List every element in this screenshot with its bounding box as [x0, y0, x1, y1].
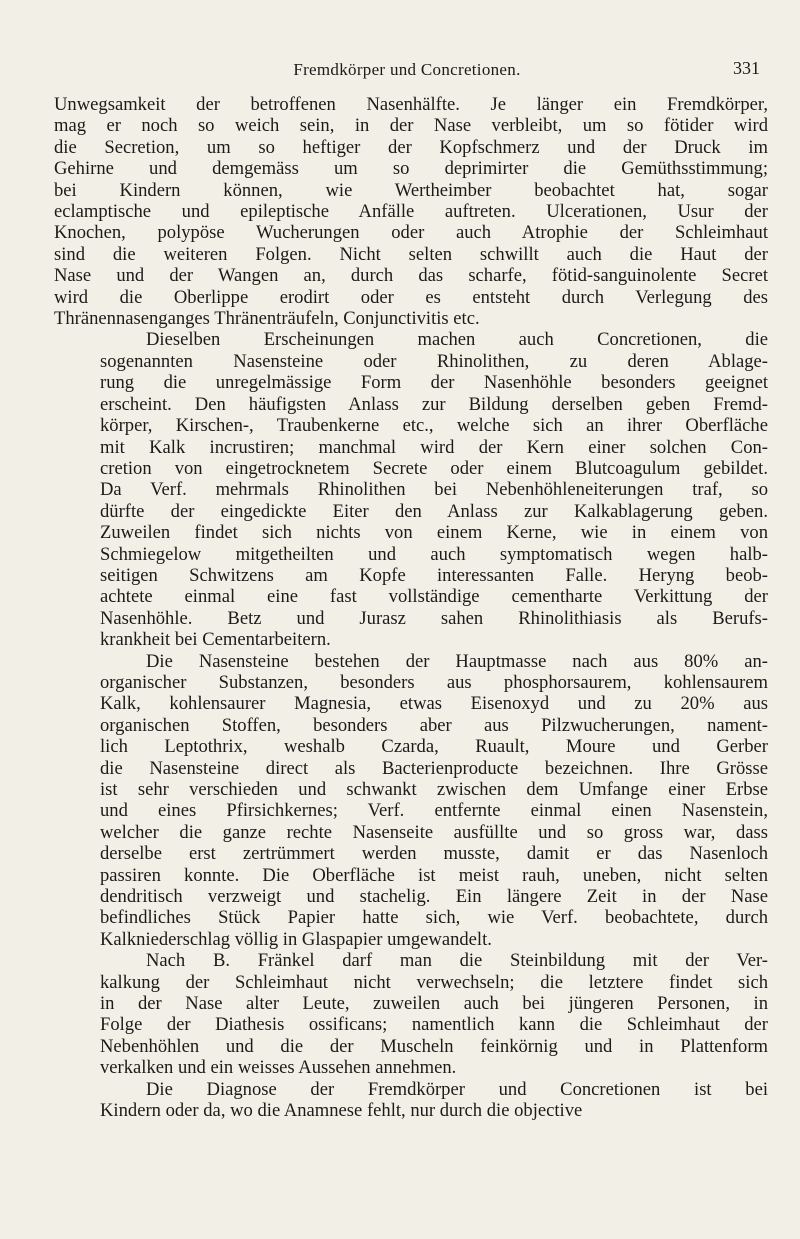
paragraph: [54, 94, 768, 329]
text-line: Nase und der Wangen an, durch das scharfe, fötid-sanguinolente Secret: [54, 265, 768, 287]
text-line: bei Kindern können, wie Wertheimber beobachtet hat, sogar: [54, 179, 768, 201]
text-line: körper, Kirschen-, Traubenkerne etc., welche sich an ihrer Oberfläche: [100, 415, 768, 437]
paragraph: [54, 329, 768, 650]
text-line: passiren konnte. Die Oberfläche ist meist rauh, uneben, nicht selten: [100, 864, 768, 886]
text-line: Nasenhöhle. Betz und Jurasz sahen Rhinolithiasis als Berufs-: [100, 607, 768, 629]
page-number: 331: [733, 58, 760, 78]
text-line: die Nasensteine direct als Bacterienproducte bezeichnen. Ihre Grösse: [100, 757, 768, 779]
text-line: welcher die ganze rechte Nasenseite ausfüllte und so gross war, dass: [100, 821, 768, 843]
text-line: Kalkniederschlag völlig in Glaspapier umgewandelt.: [100, 928, 492, 950]
text-line: dendritisch verzweigt und stachelig. Ein längere Zeit in der Nase: [100, 886, 768, 908]
text-line: in der Nase alter Leute, zuweilen auch bei jüngeren Personen, in: [100, 993, 768, 1015]
text-line: Folge der Diathesis ossificans; namentlich kann die Schleimhaut der: [100, 1014, 768, 1036]
text-line: Dieselben Erscheinungen machen auch Concretionen, die: [146, 329, 768, 351]
text-line: rung die unregelmässige Form der Nasenhöhle besonders geeignet: [100, 372, 768, 394]
text-line: Kalk, kohlensaurer Magnesia, etwas Eisenoxyd und zu 20% aus: [100, 693, 768, 715]
text-line: Nach B. Fränkel darf man die Steinbildung mit der Ver-: [146, 950, 768, 972]
text-line: Gehirne und demgemäss um so deprimirter die Gemüthsstimmung;: [54, 158, 768, 180]
text-line: mit Kalk incrustiren; manchmal wird der Kern einer solchen Con-: [100, 436, 768, 458]
text-line: dürfte der eingedickte Eiter den Anlass zur Kalkablagerung geben.: [100, 500, 768, 522]
running-header: [54, 60, 760, 84]
text-line: derselbe erst zertrümmert werden musste, damit er das Nasenloch: [100, 843, 768, 865]
text-line: erscheint. Den häufigsten Anlass zur Bildung derselben geben Fremd-: [100, 393, 768, 415]
text-line: kalkung der Schleimhaut nicht verwechseln; die letztere findet sich: [100, 971, 768, 993]
paragraph: [54, 651, 768, 951]
text-line: eclamptische und epileptische Anfälle auftreten. Ulcerationen, Usur der: [54, 201, 768, 223]
body-text: [54, 94, 768, 1122]
text-line: Nebenhöhlen und die der Muscheln feinkörnig und in Plattenform: [100, 1035, 768, 1057]
paragraph: [54, 1079, 768, 1122]
text-line: wird die Oberlippe erodirt oder es entsteht durch Verlegung des: [54, 286, 768, 308]
text-line: Thränennasenganges Thränenträufeln, Conjunctivitis etc.: [54, 308, 480, 330]
text-line: sogenannten Nasensteine oder Rhinolithen, zu deren Ablage-: [100, 350, 768, 372]
text-line: die Secretion, um so heftiger der Kopfschmerz und der Druck im: [54, 136, 768, 158]
text-line: und eines Pfirsichkernes; Verf. entfernte einmal einen Nasenstein,: [100, 800, 768, 822]
text-line: cretion von eingetrocknetem Secrete oder einem Blutcoagulum gebildet.: [100, 457, 768, 479]
text-line: befindliches Stück Papier hatte sich, wie Verf. beobachtete, durch: [100, 907, 768, 929]
text-line: Schmiegelow mitgetheilten und auch symptomatisch wegen halb-: [100, 543, 768, 565]
text-line: Die Diagnose der Fremdkörper und Concretionen ist bei: [146, 1078, 768, 1100]
text-line: ist sehr verschieden und schwankt zwischen dem Umfange einer Erbse: [100, 779, 768, 800]
text-line: organischer Substanzen, besonders aus phosphorsaurem, kohlensaurem: [100, 671, 768, 693]
text-line: krankheit bei Cementarbeitern.: [100, 629, 331, 651]
text-line: Kindern oder da, wo die Anamnese fehlt, nur durch die objective: [100, 1100, 583, 1122]
text-line: seitigen Schwitzens am Kopfe interessanten Falle. Heryng beob-: [100, 564, 768, 586]
text-line: Knochen, polypöse Wucherungen oder auch Atrophie der Schleimhaut: [54, 222, 768, 244]
text-line: lich Leptothrix, weshalb Czarda, Ruault, Moure und Gerber: [100, 736, 768, 758]
text-line: organischen Stoffen, besonders aber aus Pilzwucherungen, nament-: [100, 714, 768, 736]
paragraph: [54, 950, 768, 1078]
text-line: achtete einmal eine fast vollständige cementharte Verkittung der: [100, 586, 768, 608]
text-line: Da Verf. mehrmals Rhinolithen bei Nebenhöhleneiterungen traf, so: [100, 479, 768, 501]
running-title: Fremdkörper und Concretionen.: [293, 60, 521, 79]
text-line: mag er noch so weich sein, in der Nase verbleibt, um so fötider wird: [54, 115, 768, 137]
text-line: verkalken und ein weisses Aussehen annehmen.: [100, 1057, 457, 1079]
text-line: sind die weiteren Folgen. Nicht selten schwillt auch die Haut der: [54, 243, 768, 265]
text-line: Die Nasensteine bestehen der Hauptmasse nach aus 80% an-: [146, 650, 768, 672]
text-line: Unwegsamkeit der betroffenen Nasenhälfte. Je länger ein Fremdkörper,: [54, 94, 768, 115]
text-line: Zuweilen findet sich nichts von einem Kerne, wie in einem von: [100, 522, 768, 544]
